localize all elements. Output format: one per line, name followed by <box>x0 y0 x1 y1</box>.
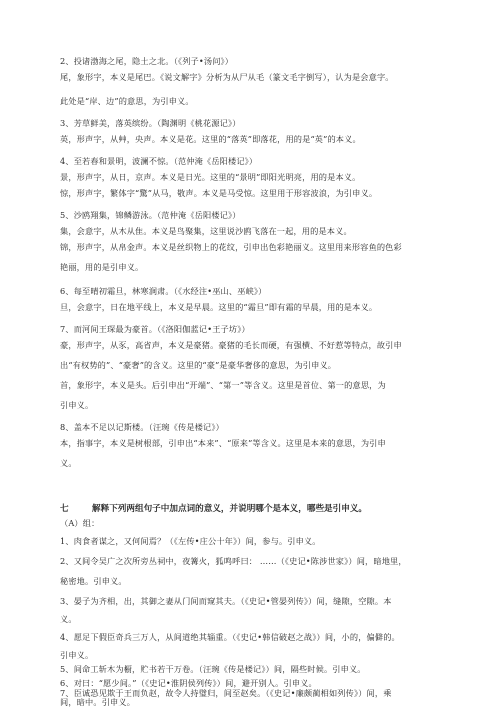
text-line: 景，形声字，从日，京声。本义是日光。这里的“景明”即阳光明亮，用的是本义。 <box>60 172 361 182</box>
text-line: 义。 <box>60 614 77 624</box>
text-line: 引申义。 <box>60 650 94 660</box>
text-line: 秘密地。引申义。 <box>60 576 127 586</box>
text-line: 3、芳草鲜美，落英缤纷。（陶渊明《桃花源记》） <box>60 118 241 128</box>
text-line: 7、臣诚恐见欺于王而负赵，故令人持璧归，间至赵矣。（《史记•廉颇蔺相如列传》）间，乘 <box>60 688 392 698</box>
text-line: 1、肉食者谋之，又何间焉？（《左传•庄公十年》）间，参与。引申义。 <box>60 536 321 546</box>
section-number: 七 <box>60 504 69 514</box>
text-line: 2、又间令吴广之次所旁丛祠中，夜篝火，狐鸣呼曰： ……（《史记•陈涉世家》）间，暗地里， <box>60 556 407 566</box>
text-line: 豪，形声字，从豕，高省声，本义是豪猪。豪猪的毛长而硬，有强横、不好惹等特点，故引申 <box>60 340 402 350</box>
group-label: （A）组： <box>60 518 100 528</box>
text-line: 英，形声字，从艸，央声。本义是花。这里的“落英”即落花，用的是“英”的本义。 <box>60 134 361 144</box>
text-line: 6、对曰：“愿少间。”（《史记•淮阴侯列传》）间，避开别人。引申义。 <box>60 678 317 688</box>
text-line: 此处是“岸、边”的意思，为引申义。 <box>60 96 194 106</box>
section-heading <box>60 502 367 514</box>
text-line: 2、投诸渤海之尾，隐土之北。（《列子•汤问》） <box>60 56 234 66</box>
text-line: 旦，会意字，日在地平线上，本义是早晨。这里的“霜旦”即有霜的早晨，用的是本义。 <box>60 302 378 312</box>
text-line: 出“有权势的”、“豪奢”的含义。这里的“豪”是豪华奢侈的意思，为引申义。 <box>60 360 337 370</box>
text-line: 首，象形字，本义是头。后引申出“开端”、“第一”等含义。这里是首位、第一的意思，为 <box>60 380 386 390</box>
text-line: 4、至若春和景明，波澜不惊。（范仲淹《岳阳楼记》） <box>60 156 258 166</box>
text-line: 7、而河间王琛最为豪首。（《洛阳伽蓝记•王子坊》） <box>60 324 250 334</box>
text-line: 8、盖本不足以记斯楼。（汪琬《传是楼记》） <box>60 422 224 432</box>
text-line: 6、每至晴初霜旦，林寒涧肃。（《水经注•巫山、巫峡》） <box>60 286 267 296</box>
text-line: 艳丽，用的是引申义。 <box>60 262 144 272</box>
text-line: 本，指事字，本义是树根部，引申出“本来”、“原来”等含义。这里是本来的意思，为引申 <box>60 438 386 448</box>
text-line: 4、愿足下假臣奇兵三万人，从间道绝其辎重。（《史记•韩信破赵之战》）间，小的，偏僻的。 <box>60 632 400 642</box>
text-line: 惊，形声字，繁体字“驚”从马，敬声。本义是马受惊。这里用于形容波浪，为引申义。 <box>60 188 378 198</box>
text-line: 锦，形声字，从帛金声。本义是丝织物上的花纹，引申出色彩艳丽义。这里用来形容鱼的色彩 <box>60 242 402 252</box>
section-title: 解释下列两组句子中加点词的意义，并说明哪个是本义，哪些是引申义。 <box>92 504 368 514</box>
text-line: 尾，象形字，本义是尾巴。《说文解字》分析为从尸从毛（篆文毛字倒写），认为是会意字。 <box>60 72 394 82</box>
text-line: 3、晏子为齐相，出，其御之妻从门间而窥其夫。（《史记•管晏列传》）间，缝隙，空隙。本 <box>60 596 392 606</box>
text-line: 引申义。 <box>60 400 94 410</box>
text-line: 义。 <box>60 458 77 468</box>
text-line: 间，暗中。引申义。 <box>60 697 136 707</box>
text-line: 集，会意字，从木从隹。本义是鸟聚集，这里说沙鸥飞落在一起，用的是本义。 <box>60 226 352 236</box>
text-line: 5、间命工斩木为橱，贮书若干万卷。（汪琬《传是楼记》）间，隔些时候。引申义。 <box>60 664 366 674</box>
text-line: 5、沙鸥翔集，锦鳞游泳。（范仲淹《岳阳楼记》） <box>60 210 241 220</box>
